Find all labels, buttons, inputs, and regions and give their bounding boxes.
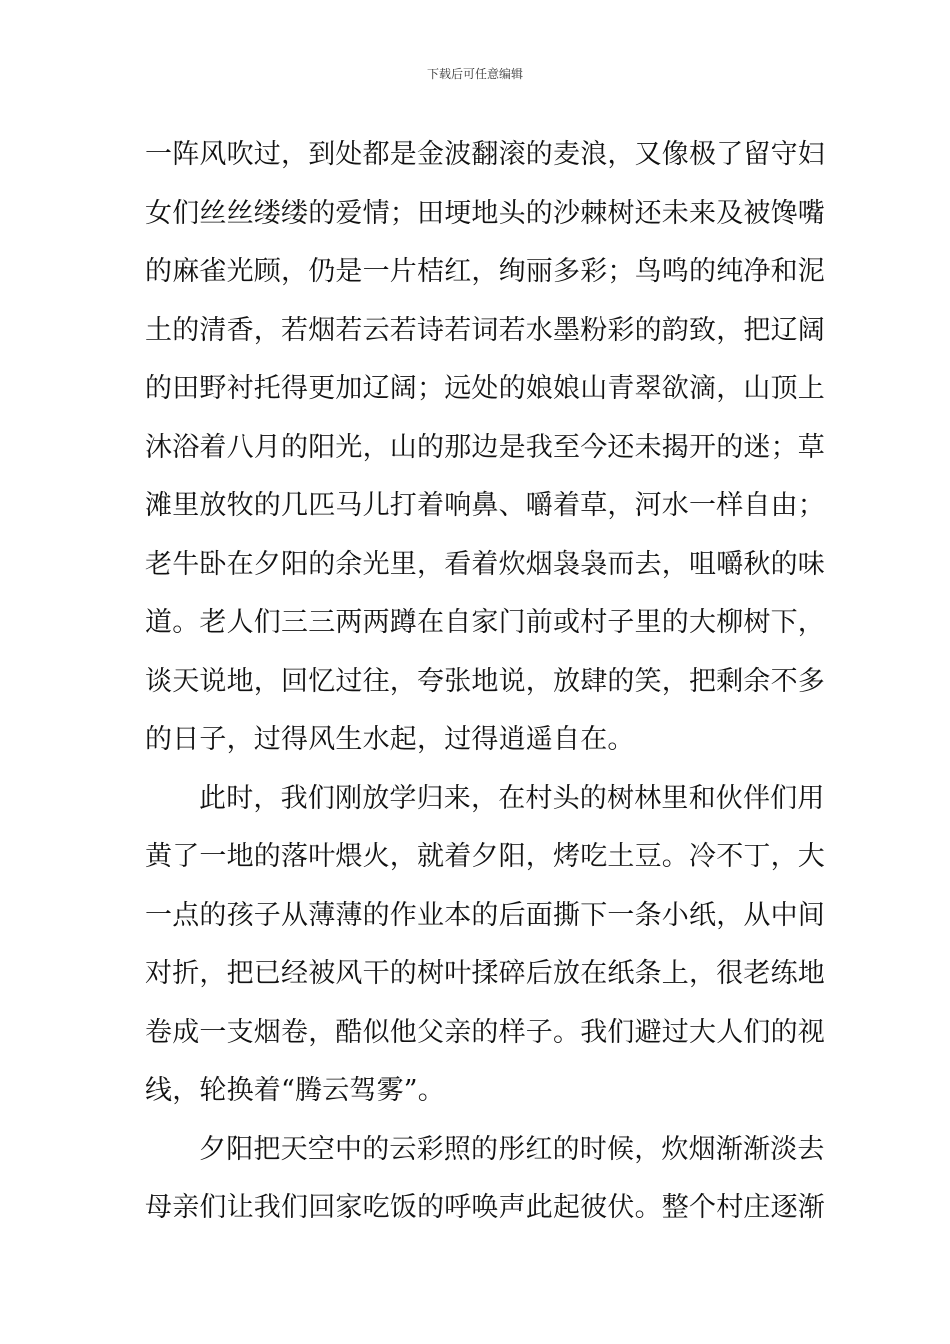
text-line: 的田野衬托得更加辽阔；远处的娘娘山青翠欲滴，山顶上 xyxy=(145,373,825,404)
text-line: 卷成一支烟卷，酷似他父亲的样子。我们避过大人们的视 xyxy=(145,1016,825,1048)
text-line: 一点的孩子从薄薄的作业本的后面撕下一条小纸，从中间 xyxy=(145,899,825,931)
paragraph-2 xyxy=(145,770,825,1121)
text-line: 母亲们让我们回家吃饭的呼唤声此起彼伏。整个村庄逐渐 xyxy=(145,1192,825,1223)
text-line: 沐浴着八月的阳光，山的那边是我至今还未揭开的迷；草 xyxy=(145,431,825,463)
text-line: 的日子，过得风生水起，过得逍遥自在。 xyxy=(145,724,635,755)
page-header-note: 下载后可任意编辑 xyxy=(426,67,523,81)
text-line: 线，轮换着“腾云驾雾”。 xyxy=(145,1075,446,1106)
text-line: 此时，我们刚放学归来，在村头的树林里和伙伴们用 xyxy=(199,782,825,814)
paragraph-1 xyxy=(145,126,825,770)
document-body xyxy=(145,126,825,1238)
text-line: 对折，把已经被风干的树叶揉碎后放在纸条上，很老练地 xyxy=(145,958,825,989)
text-line: 夕阳把天空中的云彩照的彤红的时候，炊烟渐渐淡去 xyxy=(199,1133,825,1165)
paragraph-3 xyxy=(145,1121,825,1238)
text-line: 女们丝丝缕缕的爱情；田埂地头的沙棘树还未来及被馋嘴 xyxy=(145,197,825,229)
text-line: 滩里放牧的几匹马儿打着响鼻、嚼着草，河水一样自由； xyxy=(145,490,825,521)
text-line: 土的清香，若烟若云若诗若词若水墨粉彩的韵致，把辽阔 xyxy=(145,314,825,346)
text-line: 谈天说地，回忆过往，夸张地说，放肆的笑，把剩余不多 xyxy=(145,665,825,697)
text-line: 的麻雀光顾，仍是一片桔红，绚丽多彩；鸟鸣的纯净和泥 xyxy=(145,256,825,287)
text-line: 道。老人们三三两两蹲在自家门前或村子里的大柳树下， xyxy=(145,607,825,638)
text-line: 黄了一地的落叶煨火，就着夕阳，烤吃土豆。冷不丁，大 xyxy=(145,841,825,872)
text-line: 老牛卧在夕阳的余光里，看着炊烟袅袅而去，咀嚼秋的味 xyxy=(145,548,825,580)
text-line: 一阵风吹过，到处都是金波翻滚的麦浪，又像极了留守妇 xyxy=(145,139,825,170)
